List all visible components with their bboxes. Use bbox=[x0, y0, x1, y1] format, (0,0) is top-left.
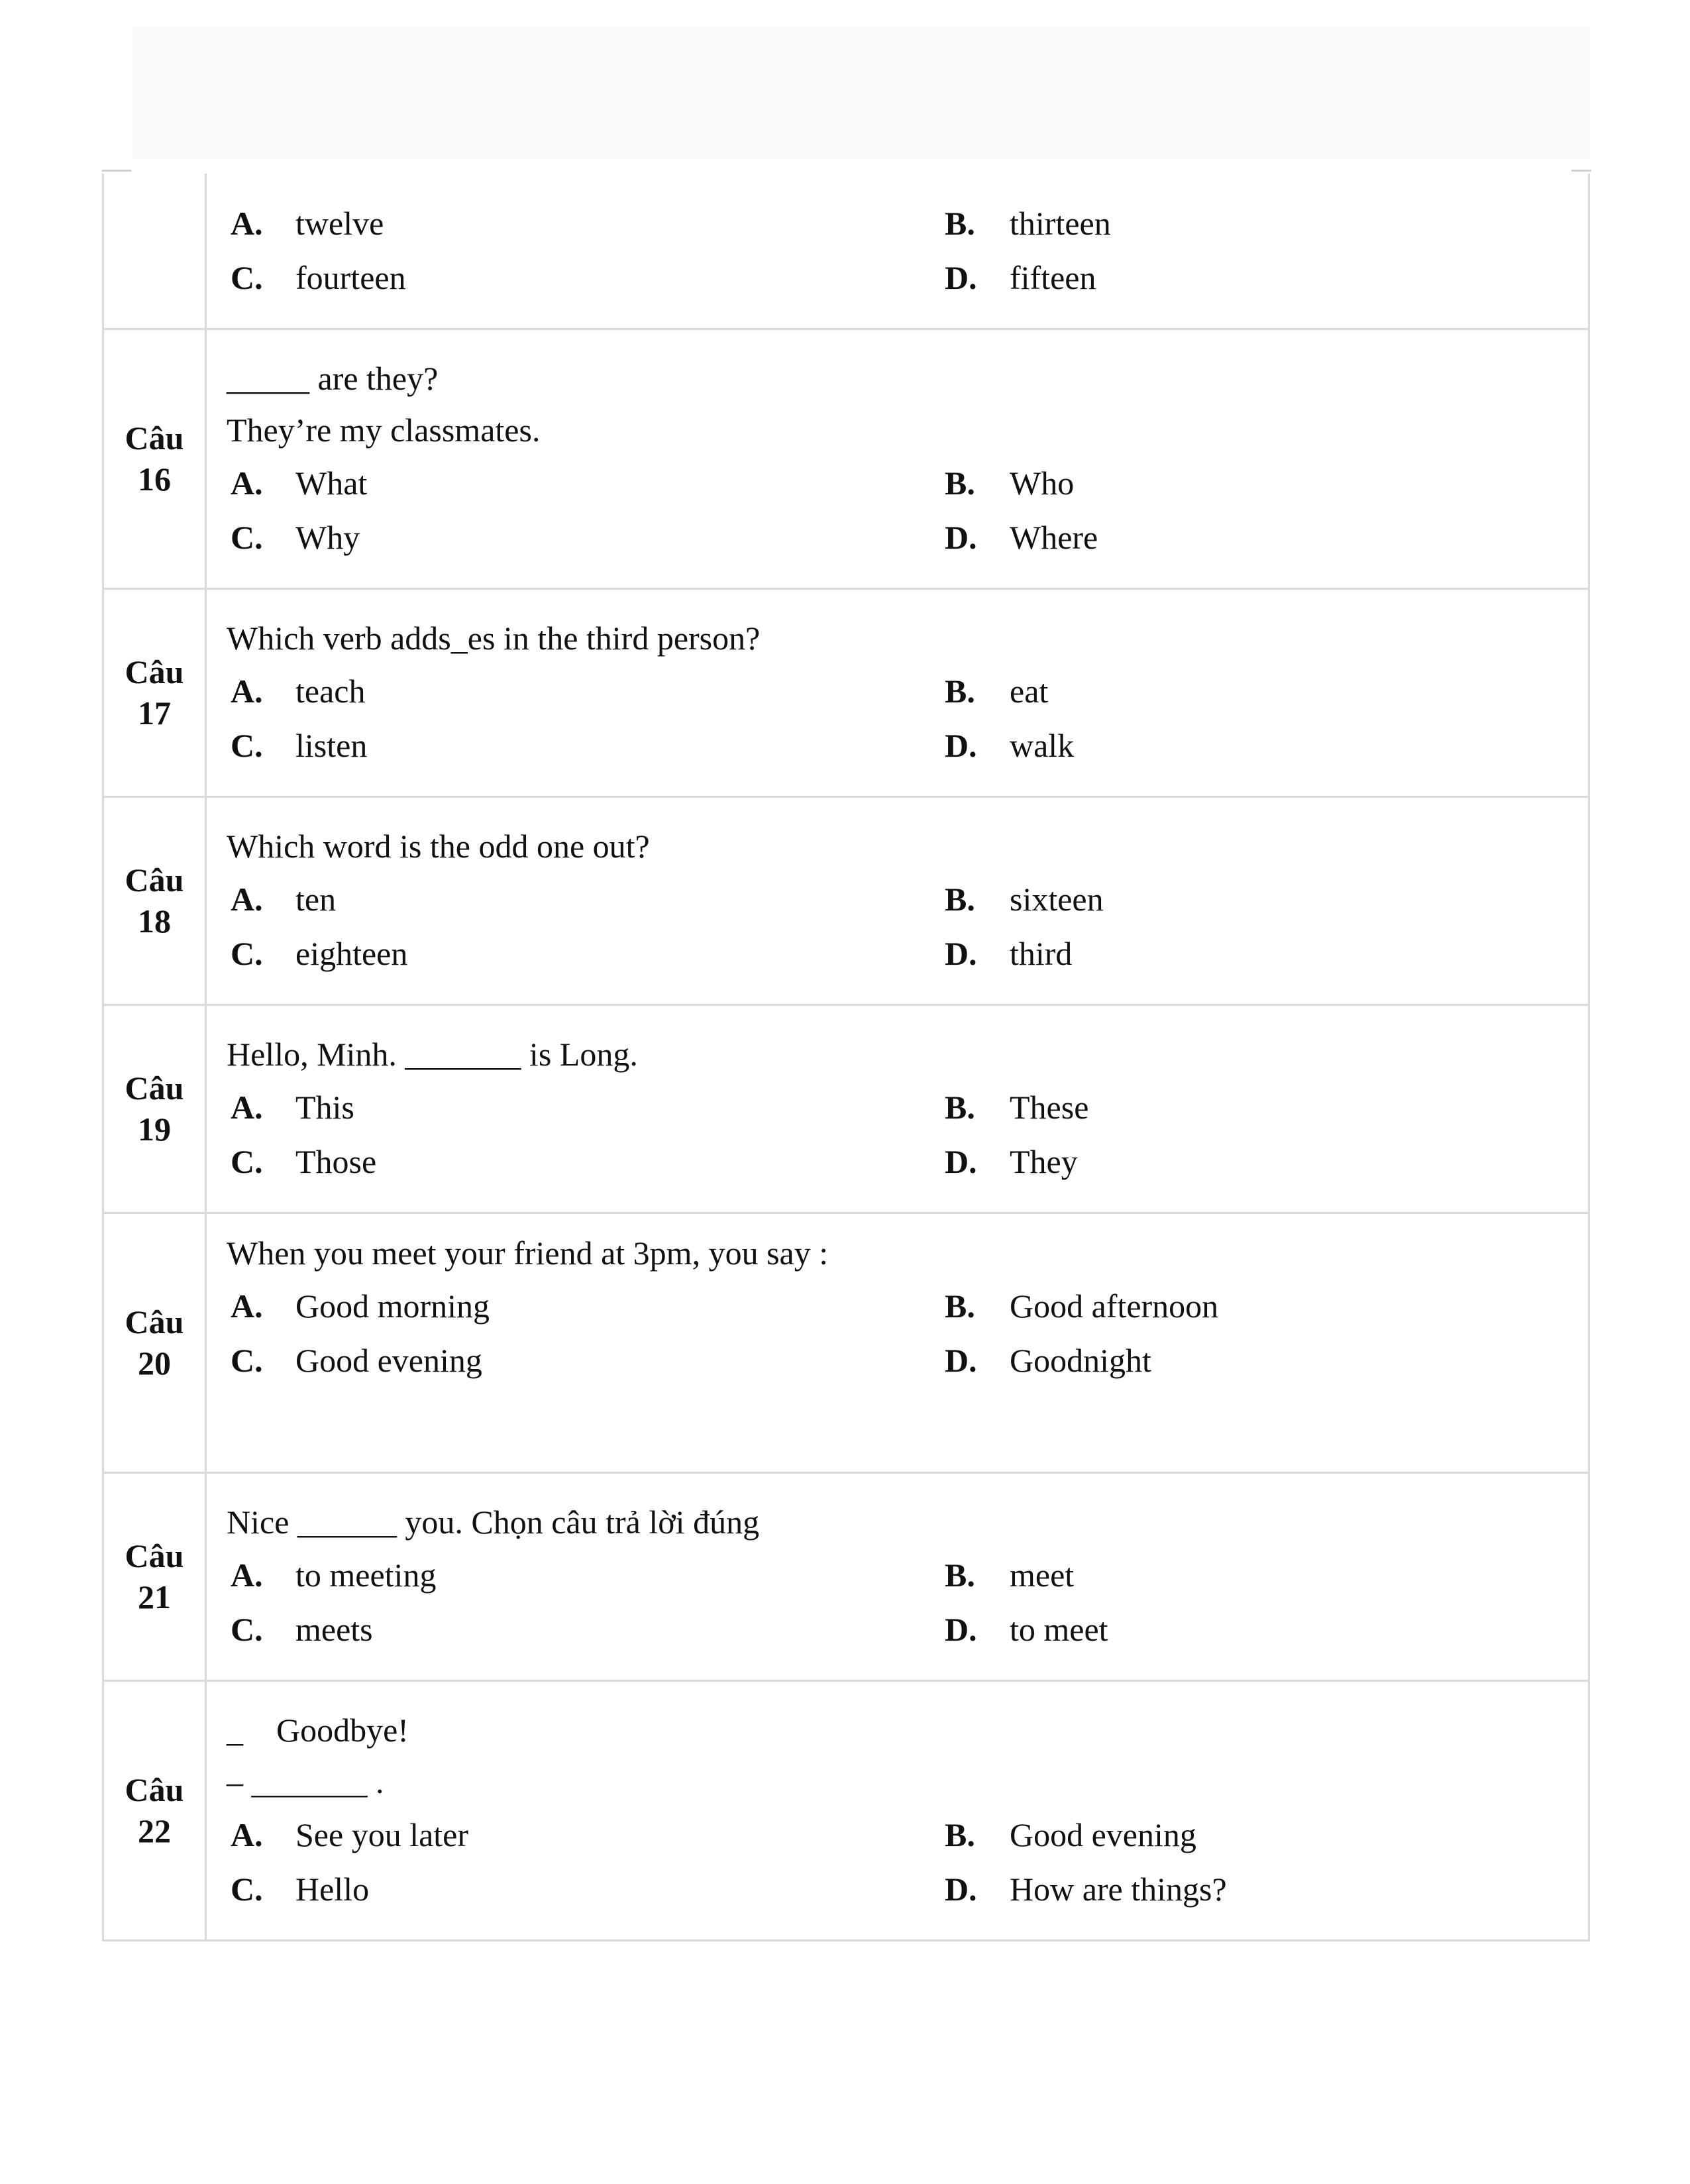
option-b[interactable]: B. sixteen bbox=[945, 881, 1104, 918]
question-row-21 bbox=[103, 1472, 1589, 1680]
question-number: 17 bbox=[138, 694, 171, 732]
option-d[interactable]: D. Where bbox=[945, 519, 1098, 556]
option-a[interactable]: A. Good morning bbox=[231, 1287, 490, 1325]
question-text-line: _____ are they? bbox=[227, 360, 439, 397]
option-d[interactable]: D. third bbox=[945, 935, 1073, 972]
question-label: Câu bbox=[125, 1771, 184, 1808]
question-number-cell bbox=[103, 1213, 206, 1472]
option-d[interactable]: D. How are things? bbox=[945, 1871, 1227, 1908]
question-text-line: Nice ______ you. Chọn câu trả lời đúng bbox=[227, 1503, 760, 1541]
question-number-cell bbox=[103, 1680, 206, 1940]
question-number-cell bbox=[103, 588, 206, 796]
option-b[interactable]: B. meet bbox=[945, 1556, 1075, 1594]
option-b[interactable]: B. thirteen bbox=[945, 205, 1111, 243]
question-text-line: – _______ . bbox=[227, 1763, 384, 1800]
question-number: 20 bbox=[138, 1344, 171, 1382]
option-a[interactable]: A. See you later bbox=[231, 1816, 469, 1853]
question-label: Câu bbox=[125, 419, 184, 457]
question-row-15-continued bbox=[103, 174, 1589, 329]
question-row-17 bbox=[103, 588, 1589, 796]
question-label: Câu bbox=[125, 861, 184, 899]
question-label: Câu bbox=[125, 1303, 184, 1340]
question-number-cell bbox=[103, 1005, 206, 1213]
option-c[interactable]: C. listen bbox=[231, 727, 368, 764]
question-row-22 bbox=[103, 1680, 1589, 1940]
option-d[interactable]: D. fifteen bbox=[945, 259, 1096, 297]
question-text-line: Hello, Minh. _______ is Long. bbox=[227, 1036, 638, 1073]
question-body bbox=[206, 1213, 1589, 1472]
question-label: Câu bbox=[125, 1537, 184, 1574]
option-b[interactable]: B. Who bbox=[945, 464, 1075, 502]
option-a[interactable]: A. twelve bbox=[231, 205, 384, 243]
question-body bbox=[206, 174, 1589, 329]
option-a[interactable]: A. What bbox=[231, 464, 368, 502]
option-c[interactable]: C. Good evening bbox=[231, 1341, 482, 1379]
question-body bbox=[206, 588, 1589, 796]
question-body bbox=[206, 1680, 1589, 1940]
question-number: 16 bbox=[138, 461, 171, 498]
option-d[interactable]: D. Goodnight bbox=[945, 1341, 1151, 1379]
option-a[interactable]: A. This bbox=[231, 1089, 354, 1126]
question-number-cell bbox=[103, 796, 206, 1005]
option-a[interactable]: A. teach bbox=[231, 673, 366, 710]
question-body bbox=[206, 1005, 1589, 1213]
question-body bbox=[206, 329, 1589, 588]
question-number-cell bbox=[103, 329, 206, 588]
question-text-line: Which verb adds_es in the third person? bbox=[227, 620, 761, 657]
question-table bbox=[102, 174, 1590, 1941]
question-row-19 bbox=[103, 1005, 1589, 1213]
option-b[interactable]: B. Good evening bbox=[945, 1816, 1196, 1853]
option-c[interactable]: C. Those bbox=[231, 1143, 377, 1180]
question-row-16 bbox=[103, 329, 1589, 588]
option-c[interactable]: C. fourteen bbox=[231, 259, 406, 297]
corner-mark-right bbox=[1571, 170, 1591, 172]
corner-mark-left bbox=[102, 170, 131, 172]
option-b[interactable]: B. Good afternoon bbox=[945, 1287, 1219, 1325]
question-text-line: When you meet your friend at 3pm, you say : bbox=[227, 1234, 829, 1272]
question-text-line: Which word is the odd one out? bbox=[227, 828, 650, 865]
question-text-line: They’re my classmates. bbox=[227, 411, 541, 449]
question-body bbox=[206, 1472, 1589, 1680]
question-number-cell bbox=[103, 174, 206, 329]
option-c[interactable]: C. meets bbox=[231, 1611, 373, 1648]
question-number: 19 bbox=[138, 1111, 171, 1148]
page-header-shade bbox=[132, 27, 1590, 159]
option-d[interactable]: D. They bbox=[945, 1143, 1078, 1180]
option-c[interactable]: C. eighteen bbox=[231, 935, 408, 972]
question-text-line: _ Goodbye! bbox=[227, 1712, 409, 1749]
question-row-18 bbox=[103, 796, 1589, 1005]
question-number: 18 bbox=[138, 902, 171, 940]
option-a[interactable]: A. to meeting bbox=[231, 1556, 437, 1594]
option-a[interactable]: A. ten bbox=[231, 881, 337, 918]
option-d[interactable]: D. to meet bbox=[945, 1611, 1108, 1648]
option-c[interactable]: C. Why bbox=[231, 519, 360, 556]
question-body bbox=[206, 796, 1589, 1005]
question-label: Câu bbox=[125, 1069, 184, 1107]
option-d[interactable]: D. walk bbox=[945, 727, 1075, 764]
question-number: 22 bbox=[138, 1812, 171, 1849]
option-b[interactable]: B. These bbox=[945, 1089, 1089, 1126]
question-row-20 bbox=[103, 1213, 1589, 1472]
option-c[interactable]: C. Hello bbox=[231, 1871, 370, 1908]
question-number: 21 bbox=[138, 1578, 171, 1615]
question-label: Câu bbox=[125, 653, 184, 690]
question-number-cell bbox=[103, 1472, 206, 1680]
option-b[interactable]: B. eat bbox=[945, 673, 1049, 710]
